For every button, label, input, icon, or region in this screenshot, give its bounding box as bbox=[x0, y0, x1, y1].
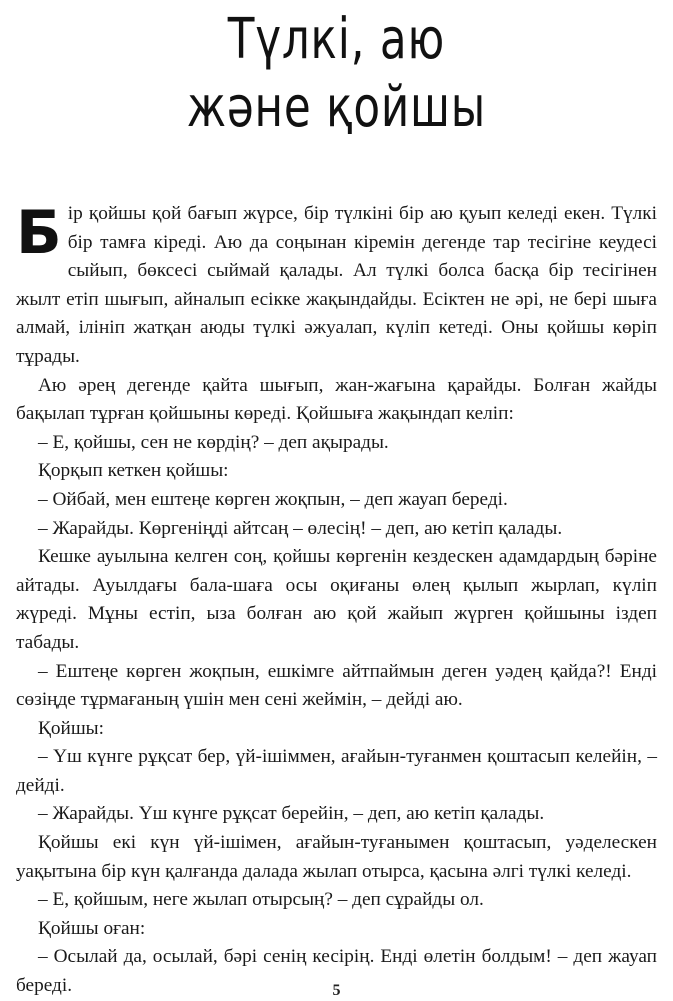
dialogue-line: – Ойбай, мен ештеңе көрген жоқпын, – деп жауап береді. bbox=[38, 488, 508, 510]
paragraph-7: Кешке ауылына келген соң, қойшы көргенін кездескен адамдардың бәріне айтады. Ауылдағы бала-шаға осы оқиғаны өлең қылып жырлап, күліп жүреді. Мұны естіп, ыза болған аю қой жайып жүрген қойшыны іздеп табады. bbox=[16, 546, 657, 653]
paragraph-1-text: ір қойшы қой бағып жүрсе, бір түлкіні бір аю қуып келеді екен. Түлкі бір тамға кіреді. Аю да соңынан кіремін дегенде тар тесігіне кеудесі сыйып, бөксесі сыймай қалады. Ал түлкі болса басқа бір тесігінен жылт етіп шығып, айналып есікке жақындайды. Есіктен не әрі, не бері шыға алмай, ілініп жатқан аюды түлкі әжуалап, күліп кетеді. Оны қойшы көріп тұрады. bbox=[16, 203, 657, 367]
paragraph-1 bbox=[16, 200, 657, 372]
dialogue-line: – Ештеңе көрген жоқпын, ешкімге айтпаймын деген уәдең қайда?! Енді сөзіңде тұрмағаның үшін мен сені жеймін, – дейді аю. bbox=[16, 660, 657, 711]
dialogue-line: – Үш күнге рұқсат бер, үй-ішіммен, ағайын-туғанмен қоштасып келейін, – дейді. bbox=[16, 746, 657, 796]
dialogue-line: – Жарайды. Үш күнге рұқсат берейін, – деп, аю кетіп қалады. bbox=[38, 803, 545, 825]
story-body bbox=[16, 200, 657, 1001]
paragraph-9: Қойшы: bbox=[38, 717, 104, 739]
dialogue-line: – Жарайды. Көргеніңді айтсаң – өлесің! – деп, аю кетіп қалады. bbox=[38, 517, 563, 539]
page-number: 5 bbox=[332, 982, 341, 999]
dialogue-line: – Осылай да, осылай, бәрі сенің кесірің. Енді өлетін болдым! – деп жауап береді. bbox=[16, 946, 657, 997]
dialogue-line: – Е, қойшы, сен не көрдің? – деп ақырады. bbox=[38, 431, 389, 453]
story-title-line-2: және қойшы bbox=[186, 75, 487, 140]
paragraph-12: Қойшы екі күн үй-ішімен, ағайын-туғанымен қоштасып, уәделескен уақытына бір күн қалғанда далада жылап отырса, қасына әлгі түлкі келеді. bbox=[16, 832, 657, 882]
drop-cap-letter: Б bbox=[16, 198, 62, 268]
paragraph-14: Қойшы оған: bbox=[38, 917, 146, 939]
story-title-line-1: Түлкі, аю bbox=[227, 7, 446, 72]
paragraph-4: Қорқып кеткен қойшы: bbox=[38, 460, 229, 482]
dialogue-line: – Е, қойшым, неге жылап отырсың? – деп сұрайды ол. bbox=[38, 889, 484, 911]
paragraph-2: Аю әрең дегенде қайта шығып, жан-жағына қарайды. Болған жайды бақылап тұрған қойшыны көреді. Қойшыға жақындап келіп: bbox=[16, 374, 657, 425]
